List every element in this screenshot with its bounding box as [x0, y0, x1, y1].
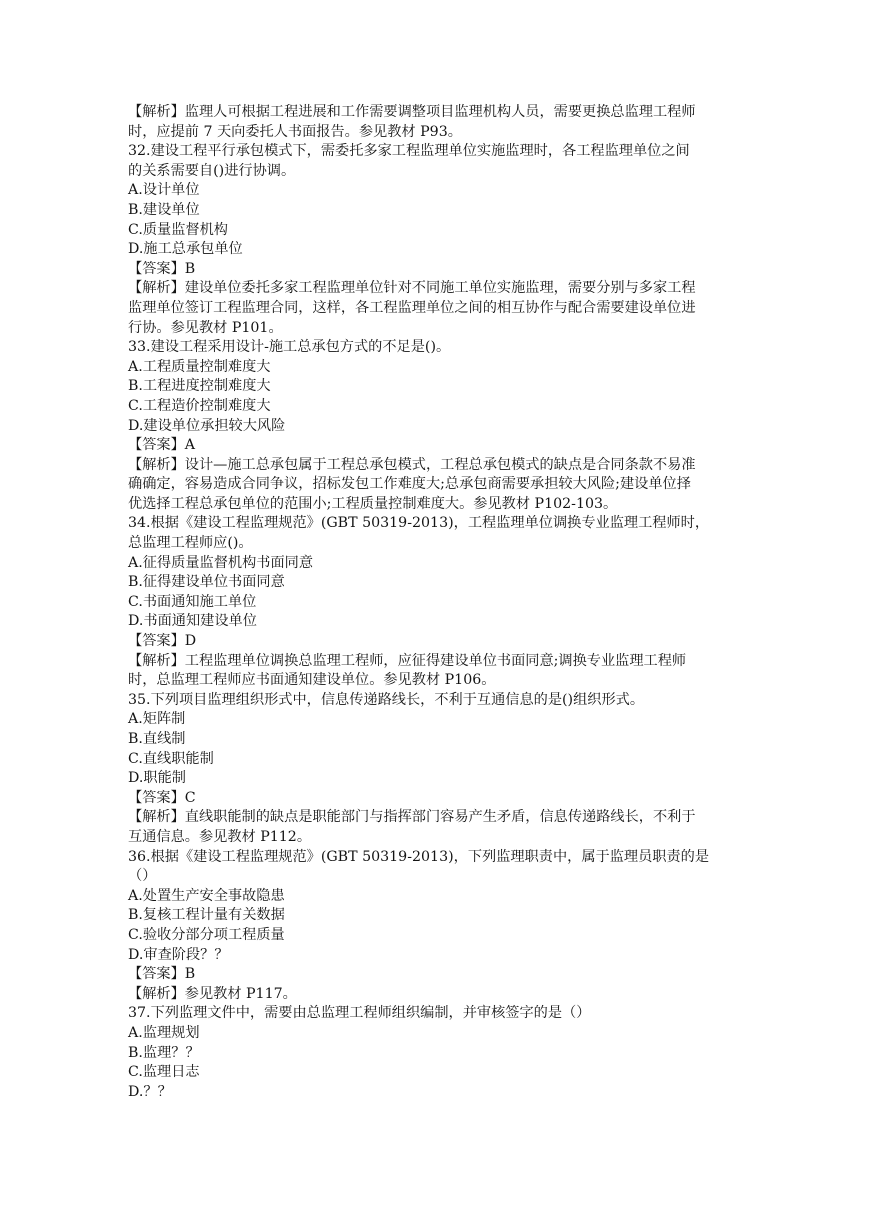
answer-line: 【答案】D — [128, 633, 197, 650]
option-line: A.处置生产安全事故隐患 — [128, 887, 285, 904]
analysis-line: 【解析】监理人可根据工程进展和工作需要调整项目监理机构人员，需要更换总监理工程师 — [128, 104, 696, 120]
option-block — [128, 573, 740, 593]
option-line: A.监理规划 — [128, 1024, 200, 1041]
option-block — [128, 612, 740, 632]
option-block — [128, 946, 740, 966]
option-line: D.书面通知建设单位 — [128, 613, 257, 630]
option-line: C.质量监督机构 — [128, 221, 228, 238]
option-line: A.设计单位 — [128, 182, 200, 199]
question-block — [128, 514, 740, 553]
option-block — [128, 906, 740, 926]
option-line: D.施工总承包单位 — [128, 241, 243, 258]
option-line: D.建设单位承担较大风险 — [128, 417, 286, 434]
option-line: B.工程进度控制难度大 — [128, 378, 271, 395]
analysis-line: 行协。参见教材 P101。 — [128, 319, 283, 336]
answer-line: 【答案】A — [128, 437, 195, 454]
analysis-line: 【解析】参见教材 P117。 — [128, 985, 297, 1002]
option-block — [128, 1044, 740, 1064]
question-line: 33.建设工程采用设计-施工总承包方式的不足是()。 — [128, 339, 451, 356]
option-line: D.？？ — [128, 1083, 172, 1100]
question-block — [128, 691, 740, 711]
question-line: 36.根据《建设工程监理规范》(GBT 50319-2013)，下列监理职责中，属于监理员职责的是 — [128, 848, 710, 865]
option-line: D.审查阶段？？ — [128, 946, 229, 963]
question-line: 37.下列监理文件中，需要由总监理工程师组织编制，并审核签字的是（） — [128, 1005, 591, 1022]
question-line: 34.根据《建设工程监理规范》(GBT 50319-2013)，工程监理单位调换专业监理工程师时， — [128, 515, 710, 532]
option-line: B.复核工程计量有关数据 — [128, 907, 285, 924]
option-block — [128, 221, 740, 241]
option-line: A.征得质量监督机构书面同意 — [128, 554, 314, 571]
answer-block — [128, 436, 740, 456]
question-line: 32.建设工程平行承包模式下，需委托多家工程监理单位实施监理时，各工程监理单位之间 — [128, 143, 690, 160]
option-line: A.工程质量控制难度大 — [128, 358, 271, 375]
analysis-block — [128, 985, 740, 1005]
analysis-line: 【解析】直线职能制的缺点是职能部门与指挥部门容易产生矛盾，信息传递路线长，不利于 — [128, 809, 696, 826]
analysis-line: 互通信息。参见教材 P112。 — [128, 828, 312, 845]
option-line: C.书面通知施工单位 — [128, 593, 257, 610]
analysis-line: 优选择工程总承包单位的范围小;工程质量控制难度大。参见教材 P102-103。 — [128, 495, 618, 512]
analysis-line: 确确定，容易造成合同争议，招标发包工作难度大;总承包商需要承担较大风险;建设单位择 — [128, 476, 691, 493]
option-block — [128, 377, 740, 397]
question-block — [128, 142, 740, 181]
option-block — [128, 417, 740, 437]
question-block — [128, 338, 740, 358]
analysis-line: 时，应提前 7 天向委托人书面报告。参见教材 P93。 — [128, 123, 462, 140]
option-line: D.职能制 — [128, 770, 186, 787]
analysis-block — [128, 652, 740, 691]
question-line: 总监理工程师应()。 — [128, 535, 253, 552]
option-block — [128, 1063, 740, 1083]
analysis-line: 时，总监理工程师应书面通知建设单位。参见教材 P106。 — [128, 672, 496, 689]
option-line: B.征得建设单位书面同意 — [128, 574, 285, 591]
option-line: A.矩阵制 — [128, 711, 186, 728]
analysis-block — [128, 808, 740, 847]
option-line: B.监理？？ — [128, 1044, 200, 1061]
option-block — [128, 240, 740, 260]
analysis-line: 监理单位签订工程监理合同，这样，各工程监理单位之间的相互协作与配合需要建设单位进 — [128, 299, 696, 316]
question-line: 的关系需要自()进行协调。 — [128, 162, 296, 179]
question-line: （） — [128, 868, 157, 885]
option-block — [128, 554, 740, 574]
option-line: B.建设单位 — [128, 201, 200, 218]
option-block — [128, 1024, 740, 1044]
question-line: 35.下列项目监理组织形式中，信息传递路线长，不利于互通信息的是()组织形式。 — [128, 691, 645, 708]
option-block — [128, 397, 740, 417]
option-block — [128, 926, 740, 946]
analysis-line: 【解析】工程监理单位调换总监理工程师，应征得建设单位书面同意;调换专业监理工程师 — [128, 652, 687, 669]
option-line: B.直线制 — [128, 731, 186, 747]
option-block — [128, 201, 740, 221]
answer-block — [128, 965, 740, 985]
option-block — [128, 358, 740, 378]
analysis-block — [128, 103, 740, 142]
option-block — [128, 769, 740, 789]
answer-block — [128, 632, 740, 652]
question-block — [128, 848, 740, 887]
analysis-line: 【解析】设计—施工总承包属于工程总承包模式，工程总承包模式的缺点是合同条款不易准 — [128, 456, 696, 473]
option-block — [128, 710, 740, 730]
option-line: C.验收分部分项工程质量 — [128, 926, 285, 943]
answer-line: 【答案】B — [128, 260, 196, 277]
document-page — [128, 103, 740, 1102]
option-line: C.监理日志 — [128, 1064, 200, 1081]
analysis-block — [128, 279, 740, 338]
answer-block — [128, 260, 740, 280]
option-block — [128, 181, 740, 201]
option-block — [128, 593, 740, 613]
option-block — [128, 1083, 740, 1103]
answer-block — [128, 789, 740, 809]
option-line: C.工程造价控制难度大 — [128, 397, 271, 414]
answer-line: 【答案】C — [128, 789, 196, 806]
option-block — [128, 750, 740, 770]
option-block — [128, 887, 740, 907]
answer-line: 【答案】B — [128, 966, 196, 983]
option-block — [128, 730, 740, 750]
question-block — [128, 1004, 740, 1024]
analysis-block — [128, 456, 740, 515]
analysis-line: 【解析】建设单位委托多家工程监理单位针对不同施工单位实施监理，需要分别与多家工程 — [128, 280, 696, 297]
option-line: C.直线职能制 — [128, 750, 214, 767]
